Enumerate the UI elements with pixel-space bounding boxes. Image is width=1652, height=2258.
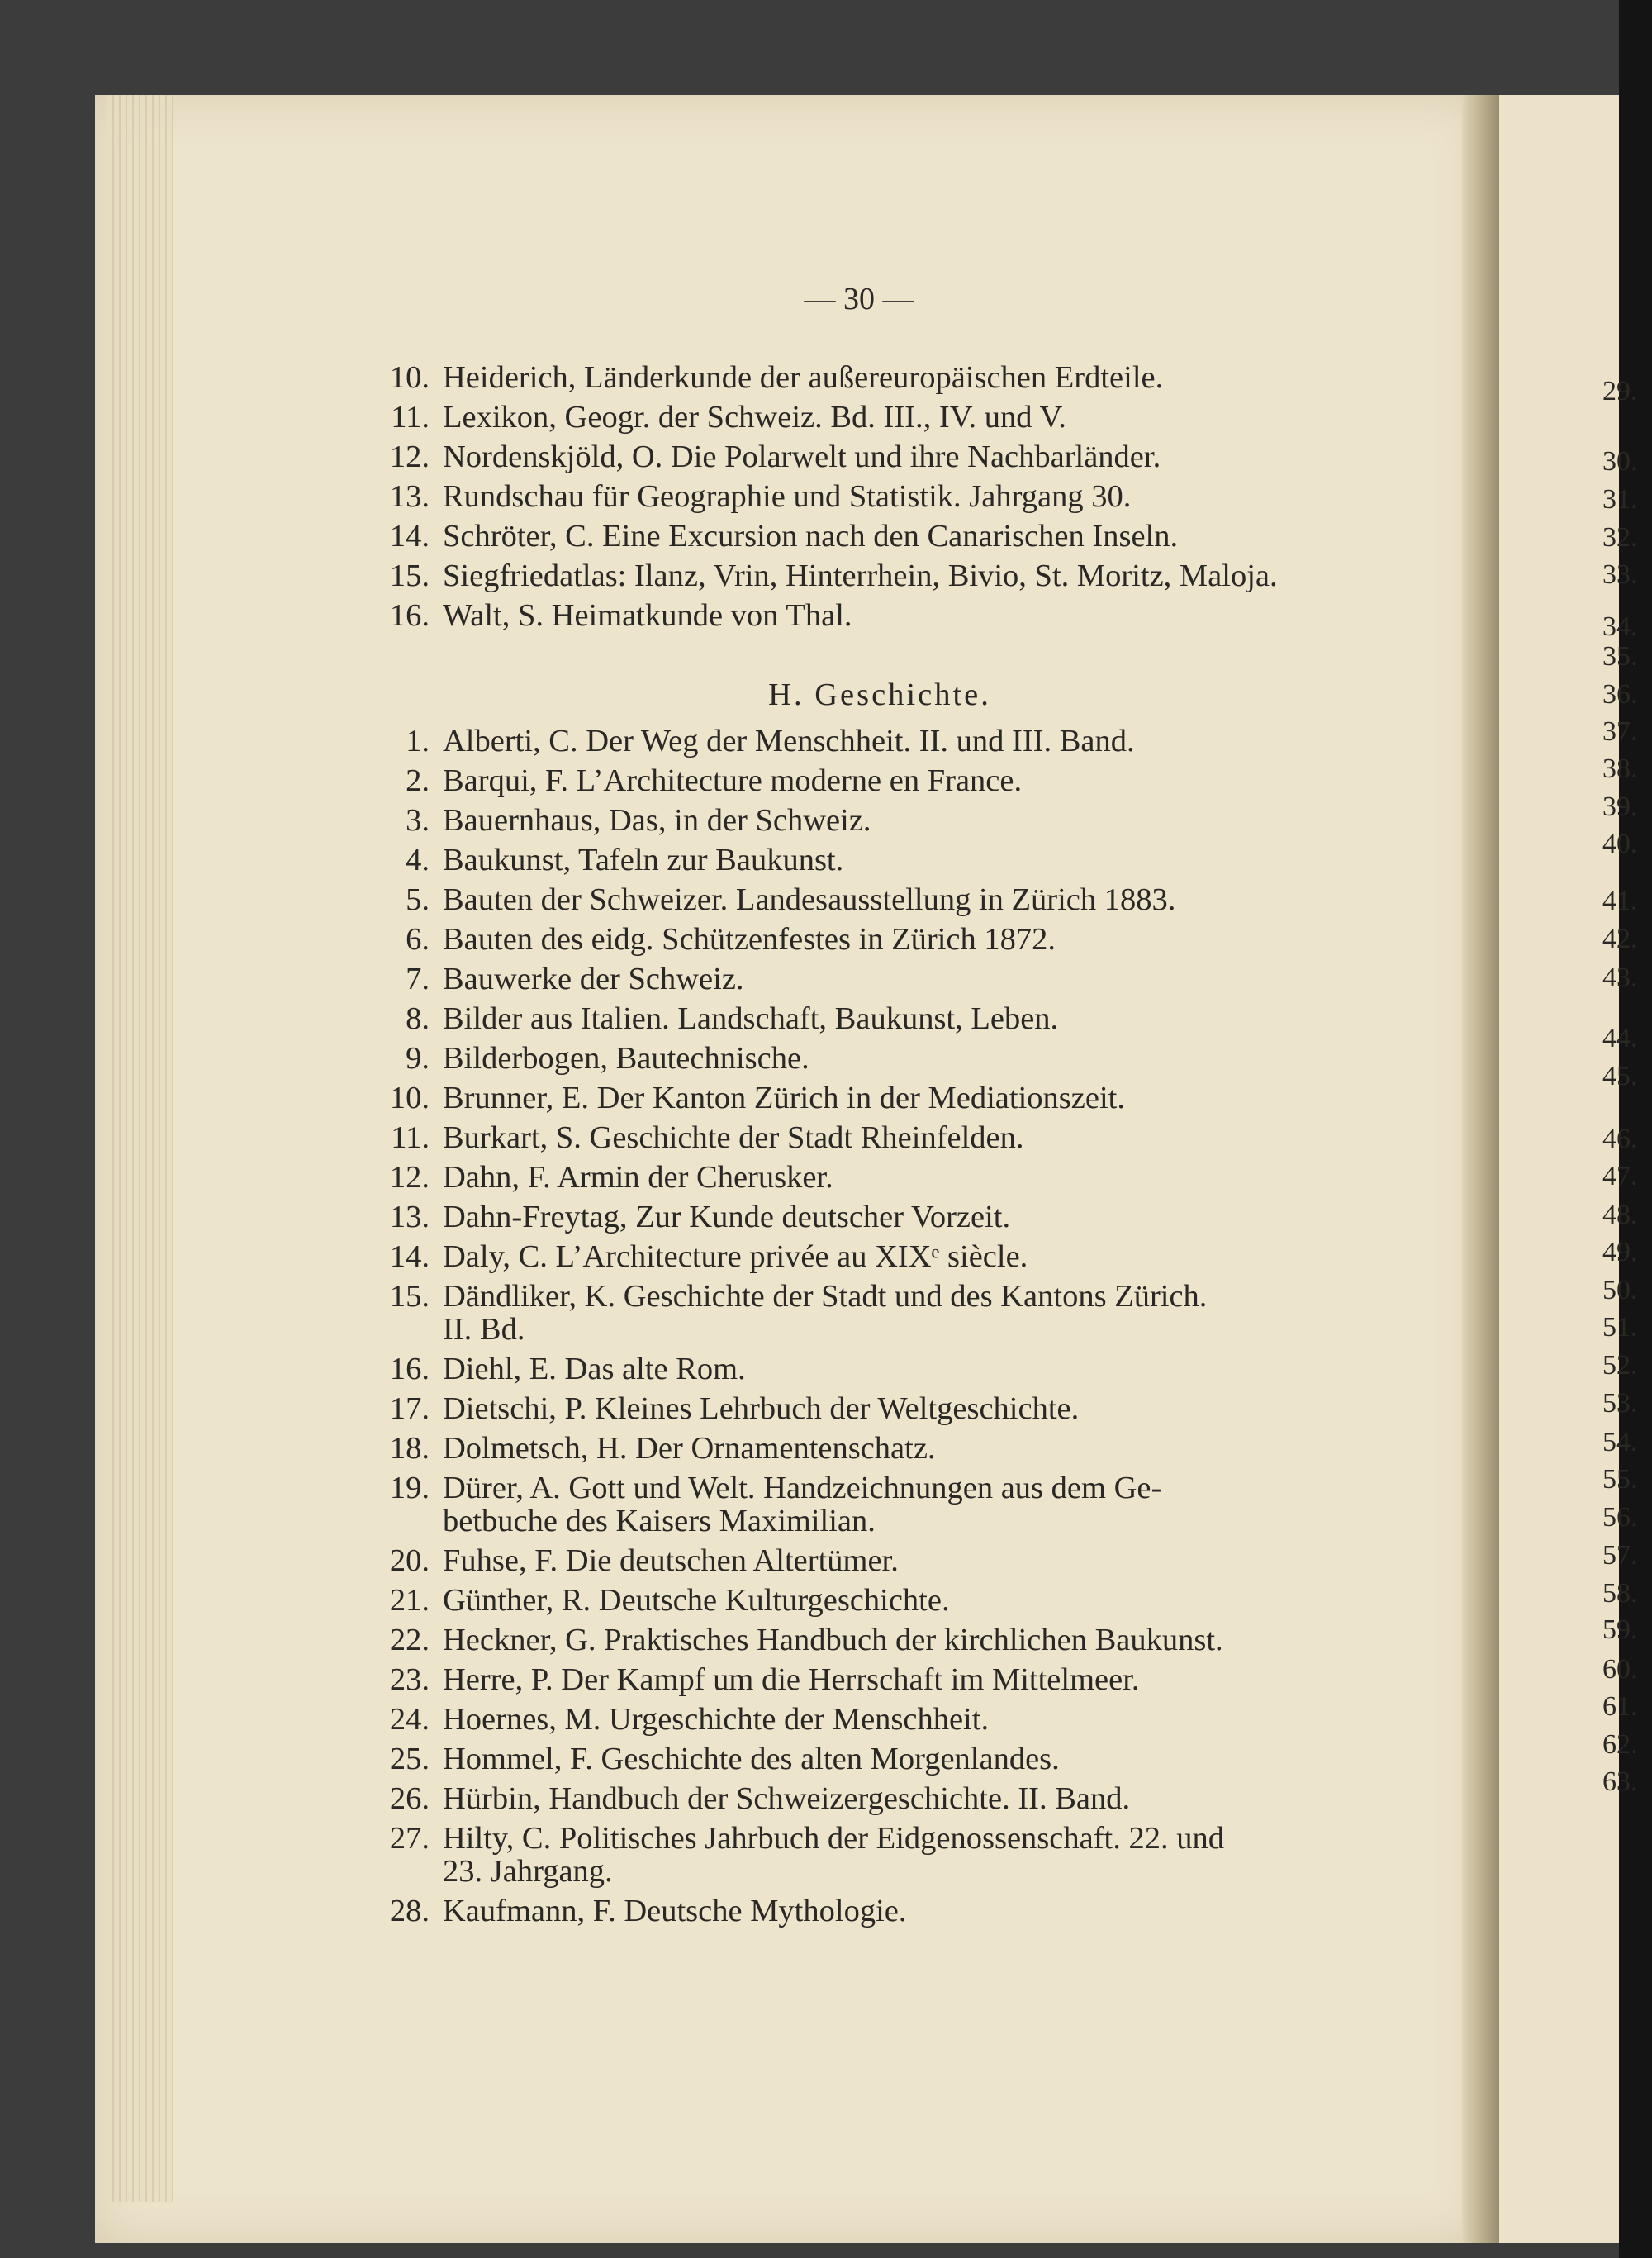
item-text bbox=[443, 1468, 1363, 1541]
list-item bbox=[363, 1078, 1363, 1118]
item-text bbox=[443, 1039, 1363, 1078]
list-item bbox=[363, 556, 1363, 596]
facing-page-number: 38. bbox=[1602, 753, 1638, 784]
facing-page-number: 31. bbox=[1602, 484, 1638, 515]
list-item bbox=[363, 1891, 1363, 1931]
list-item bbox=[363, 1237, 1363, 1276]
item-text-line: Burkart, S. Geschichte der Stadt Rheinfelden. bbox=[443, 1120, 1024, 1155]
item-number: 4. bbox=[406, 843, 430, 877]
item-text-line: Daly, C. L’Architecture privée au XIXᵉ siècle. bbox=[443, 1239, 1028, 1274]
item-number: 10. bbox=[389, 1081, 430, 1115]
item-number: 7. bbox=[406, 962, 430, 996]
item-text-line: Dändliker, K. Geschichte der Stadt und des Kantons Zürich. bbox=[443, 1279, 1208, 1314]
item-number: 19. bbox=[389, 1471, 430, 1505]
item-text bbox=[443, 1118, 1363, 1158]
item-text bbox=[443, 1818, 1363, 1891]
facing-page-number: 48. bbox=[1602, 1200, 1638, 1230]
item-text bbox=[443, 840, 1363, 880]
item-text-line: Dürer, A. Gott und Welt. Handzeichnungen aus dem Ge- bbox=[443, 1471, 1162, 1505]
item-text bbox=[443, 1541, 1363, 1581]
list-item bbox=[363, 1428, 1363, 1468]
list-item bbox=[363, 1158, 1363, 1197]
item-number: 15. bbox=[389, 1279, 430, 1314]
section-heading: H. Geschichte. bbox=[768, 677, 991, 712]
facing-page-number: 47. bbox=[1602, 1161, 1638, 1191]
list-item bbox=[363, 1349, 1363, 1389]
item-number: 8. bbox=[406, 1001, 430, 1036]
facing-page-number: 62. bbox=[1602, 1729, 1638, 1760]
item-text bbox=[443, 801, 1363, 840]
list-item bbox=[363, 1699, 1363, 1739]
item-text-line: Hilty, C. Politisches Jahrbuch der Eidgenossenschaft. 22. und bbox=[443, 1821, 1224, 1856]
list-item bbox=[363, 1660, 1363, 1699]
facing-page-number: 55. bbox=[1602, 1464, 1638, 1495]
item-text bbox=[443, 477, 1363, 516]
item-text bbox=[443, 556, 1363, 596]
item-text-line: Hommel, F. Geschichte des alten Morgenlandes. bbox=[443, 1742, 1060, 1776]
list-item bbox=[363, 1581, 1363, 1620]
item-text bbox=[443, 437, 1363, 477]
item-text-line: Bilderbogen, Bautechnische. bbox=[443, 1041, 809, 1076]
facing-page-number: 57. bbox=[1602, 1540, 1638, 1571]
page-stack-edges bbox=[107, 95, 173, 2202]
item-text bbox=[443, 1779, 1363, 1818]
list-item bbox=[363, 840, 1363, 880]
item-number: 24. bbox=[389, 1702, 430, 1737]
item-text-continuation: II. Bd. bbox=[443, 1312, 525, 1347]
facing-page-number: 43. bbox=[1602, 963, 1638, 993]
list-item bbox=[363, 358, 1363, 397]
list-item bbox=[363, 959, 1363, 999]
item-number: 14. bbox=[389, 1239, 430, 1274]
item-number: 12. bbox=[389, 440, 430, 474]
item-number: 3. bbox=[406, 803, 430, 838]
list-item bbox=[363, 920, 1363, 959]
item-text bbox=[443, 920, 1363, 959]
item-text-line: Kaufmann, F. Deutsche Mythologie. bbox=[443, 1894, 907, 1928]
item-text-line: Alberti, C. Der Weg der Menschheit. II. und III. Band. bbox=[443, 724, 1135, 758]
item-text-line: Barqui, F. L’Architecture moderne en France. bbox=[443, 763, 1023, 798]
facing-page-number: 33. bbox=[1602, 559, 1638, 590]
list-item bbox=[363, 1818, 1363, 1891]
item-number: 13. bbox=[389, 479, 430, 514]
facing-page-number: 63. bbox=[1602, 1766, 1638, 1797]
item-number: 13. bbox=[389, 1200, 430, 1234]
item-number: 18. bbox=[389, 1431, 430, 1466]
list-top bbox=[363, 358, 1363, 635]
item-text bbox=[443, 721, 1363, 761]
item-text-line: Rundschau für Geographie und Statistik. Jahrgang 30. bbox=[443, 479, 1132, 514]
item-text bbox=[443, 1660, 1363, 1699]
item-text bbox=[443, 880, 1363, 920]
right-page bbox=[1499, 95, 1619, 2243]
facing-page-number: 53. bbox=[1602, 1388, 1638, 1419]
item-text bbox=[443, 1891, 1363, 1931]
facing-page-number: 36. bbox=[1602, 679, 1638, 710]
item-number: 16. bbox=[389, 598, 430, 633]
list-item bbox=[363, 1039, 1363, 1078]
facing-page-number: 29. bbox=[1602, 376, 1638, 406]
item-text bbox=[443, 1428, 1363, 1468]
item-number: 26. bbox=[389, 1781, 430, 1816]
item-text-line: Lexikon, Geogr. der Schweiz. Bd. III., IV. und V. bbox=[443, 400, 1066, 435]
item-text-line: Dolmetsch, H. Der Ornamentenschatz. bbox=[443, 1431, 936, 1466]
item-text-line: Fuhse, F. Die deutschen Altertümer. bbox=[443, 1543, 899, 1578]
item-number: 11. bbox=[391, 400, 430, 435]
item-text bbox=[443, 1276, 1363, 1349]
item-number: 25. bbox=[389, 1742, 430, 1776]
item-number: 16. bbox=[389, 1352, 430, 1386]
book-gutter bbox=[1462, 95, 1503, 2243]
facing-page-number: 54. bbox=[1602, 1427, 1638, 1457]
item-text-line: Bauten der Schweizer. Landesausstellung in Zürich 1883. bbox=[443, 882, 1176, 917]
item-text-line: Siegfriedatlas: Ilanz, Vrin, Hinterrhein, Bivio, St. Moritz, Maloja. bbox=[443, 559, 1278, 593]
item-text-line: Walt, S. Heimatkunde von Thal. bbox=[443, 598, 852, 633]
item-text-line: Diehl, E. Das alte Rom. bbox=[443, 1352, 746, 1386]
item-text-line: Bauwerke der Schweiz. bbox=[443, 962, 744, 996]
item-number: 28. bbox=[389, 1894, 430, 1928]
page-number: — 30 — bbox=[804, 282, 914, 316]
item-text-line: Hürbin, Handbuch der Schweizergeschichte. II. Band. bbox=[443, 1781, 1131, 1816]
item-text-line: Günther, R. Deutsche Kulturgeschichte. bbox=[443, 1583, 950, 1618]
list-item bbox=[363, 880, 1363, 920]
item-text-line: Herre, P. Der Kampf um die Herrschaft im Mittelmeer. bbox=[443, 1662, 1140, 1697]
list-item bbox=[363, 1389, 1363, 1428]
item-text bbox=[443, 1197, 1363, 1237]
page-content bbox=[363, 358, 1363, 1931]
item-text-line: Dahn-Freytag, Zur Kunde deutscher Vorzeit. bbox=[443, 1200, 1011, 1234]
item-text-line: Dietschi, P. Kleines Lehrbuch der Weltgeschichte. bbox=[443, 1391, 1080, 1426]
item-text bbox=[443, 1581, 1363, 1620]
item-text-line: Schröter, C. Eine Excursion nach den Canarischen Inseln. bbox=[443, 519, 1179, 554]
item-text bbox=[443, 358, 1363, 397]
item-text bbox=[443, 1620, 1363, 1660]
facing-page-number: 32. bbox=[1602, 522, 1638, 553]
item-number: 9. bbox=[406, 1041, 430, 1076]
item-text-continuation: 23. Jahrgang. bbox=[443, 1854, 613, 1889]
facing-page-number: 39. bbox=[1602, 791, 1638, 822]
item-number: 1. bbox=[406, 724, 430, 758]
facing-page-number: 37. bbox=[1602, 716, 1638, 747]
item-text bbox=[443, 999, 1363, 1039]
list-item bbox=[363, 397, 1363, 437]
facing-page-number: 50. bbox=[1602, 1275, 1638, 1305]
facing-page-number: 44. bbox=[1602, 1023, 1638, 1053]
item-number: 17. bbox=[389, 1391, 430, 1426]
item-number: 12. bbox=[389, 1160, 430, 1195]
facing-page-number: 35. bbox=[1602, 641, 1638, 672]
list-item bbox=[363, 999, 1363, 1039]
facing-page-number: 58. bbox=[1602, 1578, 1638, 1609]
facing-page-number: 49. bbox=[1602, 1237, 1638, 1267]
item-text-line: Bauernhaus, Das, in der Schweiz. bbox=[443, 803, 871, 838]
item-text bbox=[443, 959, 1363, 999]
facing-page-number: 56. bbox=[1602, 1502, 1638, 1533]
list-item bbox=[363, 437, 1363, 477]
item-text-line: Brunner, E. Der Kanton Zürich in der Mediationszeit. bbox=[443, 1081, 1125, 1115]
item-number: 6. bbox=[406, 922, 430, 957]
item-text-line: Hoernes, M. Urgeschichte der Menschheit. bbox=[443, 1702, 990, 1737]
list-item bbox=[363, 721, 1363, 761]
item-number: 23. bbox=[389, 1662, 430, 1697]
item-text-line: Heckner, G. Praktisches Handbuch der kirchlichen Baukunst. bbox=[443, 1623, 1223, 1657]
item-text bbox=[443, 516, 1363, 556]
item-text bbox=[443, 397, 1363, 437]
list-item bbox=[363, 1468, 1363, 1541]
item-text-line: Dahn, F. Armin der Cherusker. bbox=[443, 1160, 833, 1195]
list-item bbox=[363, 801, 1363, 840]
list-item bbox=[363, 1739, 1363, 1779]
facing-page-number: 51. bbox=[1602, 1312, 1638, 1343]
item-text-continuation: betbuche des Kaisers Maximilian. bbox=[443, 1504, 876, 1538]
facing-page-number: 34. bbox=[1602, 611, 1638, 642]
item-text bbox=[443, 1739, 1363, 1779]
item-number: 14. bbox=[389, 519, 430, 554]
item-number: 20. bbox=[389, 1543, 430, 1578]
facing-page-number: 46. bbox=[1602, 1124, 1638, 1154]
facing-page-number: 45. bbox=[1602, 1061, 1638, 1091]
list-item bbox=[363, 761, 1363, 801]
list-item bbox=[363, 1779, 1363, 1818]
item-number: 27. bbox=[389, 1821, 430, 1856]
list-item bbox=[363, 1541, 1363, 1581]
item-text-line: Bilder aus Italien. Landschaft, Baukunst, Leben. bbox=[443, 1001, 1059, 1036]
item-text-line: Bauten des eidg. Schützenfestes in Zürich 1872. bbox=[443, 922, 1056, 957]
item-number: 22. bbox=[389, 1623, 430, 1657]
item-text bbox=[443, 1389, 1363, 1428]
facing-page-number: 61. bbox=[1602, 1691, 1638, 1722]
item-number: 10. bbox=[389, 360, 430, 395]
list-item bbox=[363, 1276, 1363, 1349]
facing-page-number: 52. bbox=[1602, 1350, 1638, 1381]
facing-page-number: 59. bbox=[1602, 1614, 1638, 1645]
list-item bbox=[363, 516, 1363, 556]
item-text-line: Heiderich, Länderkunde der außereuropäischen Erdteile. bbox=[443, 360, 1164, 395]
item-number: 21. bbox=[389, 1583, 430, 1618]
item-text bbox=[443, 1349, 1363, 1389]
item-text bbox=[443, 1078, 1363, 1118]
facing-page-number: 41. bbox=[1602, 886, 1638, 916]
item-text bbox=[443, 1237, 1363, 1276]
item-text bbox=[443, 1158, 1363, 1197]
item-number: 2. bbox=[406, 763, 430, 798]
item-number: 15. bbox=[389, 559, 430, 593]
item-text bbox=[443, 1699, 1363, 1739]
item-number: 5. bbox=[406, 882, 430, 917]
item-text bbox=[443, 596, 1363, 635]
list-item bbox=[363, 1620, 1363, 1660]
list-item bbox=[363, 596, 1363, 635]
item-text-line: Baukunst, Tafeln zur Baukunst. bbox=[443, 843, 844, 877]
item-text bbox=[443, 761, 1363, 801]
item-number: 11. bbox=[391, 1120, 430, 1155]
item-text-line: Nordenskjöld, O. Die Polarwelt und ihre Nachbarländer. bbox=[443, 440, 1161, 474]
list-item bbox=[363, 1118, 1363, 1158]
facing-page-number: 40. bbox=[1602, 829, 1638, 859]
list-main bbox=[363, 721, 1363, 1931]
list-item bbox=[363, 477, 1363, 516]
facing-page-number: 60. bbox=[1602, 1654, 1638, 1685]
facing-page-number: 30. bbox=[1602, 446, 1638, 477]
list-item bbox=[363, 1197, 1363, 1237]
facing-page-number: 42. bbox=[1602, 924, 1638, 954]
